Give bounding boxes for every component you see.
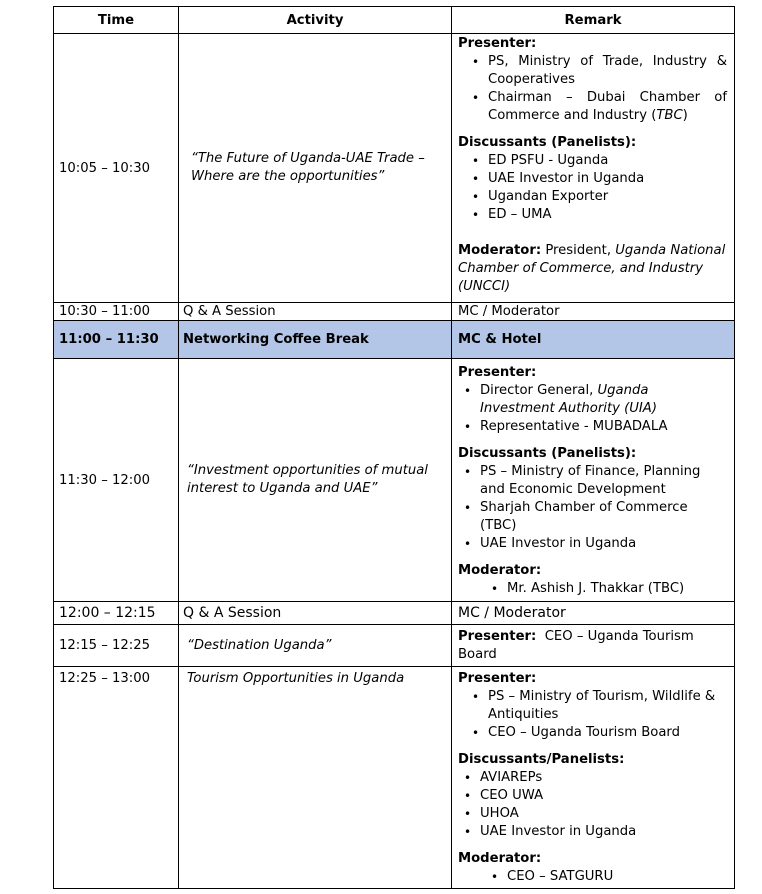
table-row bbox=[53, 625, 735, 667]
table-row bbox=[53, 667, 735, 889]
remark-cell bbox=[452, 667, 734, 888]
remark-cell: MC & Hotel bbox=[458, 332, 542, 347]
table-row bbox=[53, 34, 735, 303]
discussants-list bbox=[480, 463, 727, 553]
presenter-label: Presenter: bbox=[458, 36, 537, 51]
moderator-label: Moderator: bbox=[458, 563, 542, 578]
list-item: • UHOA bbox=[480, 805, 727, 823]
activity-text: “Destination Uganda” bbox=[187, 637, 332, 653]
list-item: • CEO – Uganda Tourism Board bbox=[488, 724, 727, 742]
remark-cell bbox=[452, 359, 734, 601]
activity-cell bbox=[179, 625, 452, 666]
time-cell: 10:05 – 10:30 bbox=[54, 34, 179, 302]
activity-text: “The Future of Uganda-UAE Trade – Where are the opportunities” bbox=[191, 151, 425, 184]
time-cell: 11:30 – 12:00 bbox=[54, 359, 179, 601]
time-cell: 11:00 – 11:30 bbox=[54, 321, 179, 358]
activity-cell: Networking Coffee Break bbox=[179, 321, 452, 358]
presenter-list bbox=[488, 53, 727, 125]
header-activity: Activity bbox=[179, 7, 452, 33]
moderator-list bbox=[507, 868, 727, 886]
time-text: 12:25 – 13:00 bbox=[59, 671, 150, 686]
list-item: • CEO – SATGURU bbox=[507, 868, 727, 886]
list-item: • UAE Investor in Uganda bbox=[480, 823, 727, 841]
activity-text: “Investment opportunities of mutual interest to Uganda and UAE” bbox=[187, 463, 428, 496]
table-row bbox=[53, 602, 735, 625]
list-item: • Ugandan Exporter bbox=[488, 188, 727, 206]
list-item: • PS, Ministry of Trade, Industry & Cooperatives bbox=[488, 53, 727, 89]
discussants-label: Discussants (Panelists): bbox=[458, 135, 637, 150]
table-row bbox=[53, 359, 735, 602]
activity-cell bbox=[179, 34, 452, 302]
list-item: • Representative - MUBADALA bbox=[480, 418, 727, 436]
table-row bbox=[53, 303, 735, 321]
activity-cell bbox=[179, 359, 452, 601]
header-remark: Remark bbox=[564, 12, 622, 28]
table-row-highlight bbox=[53, 321, 735, 359]
remark-cell: MC / Moderator bbox=[458, 605, 566, 621]
moderator-line: Moderator: President, Uganda National Chamber of Commerce, and Industry (UNCCI) bbox=[458, 243, 726, 294]
list-item: • ED PSFU - Uganda bbox=[488, 152, 727, 170]
table-header-row bbox=[53, 6, 735, 34]
activity-cell: Q & A Session bbox=[179, 303, 452, 320]
list-item: • ED – UMA bbox=[488, 206, 727, 224]
remark-cell: MC / Moderator bbox=[458, 304, 560, 319]
list-item: • AVIAREPs bbox=[480, 769, 727, 787]
discussants-label: Discussants/Panelists: bbox=[458, 752, 625, 767]
remark-cell bbox=[452, 625, 734, 666]
time-cell bbox=[54, 667, 179, 888]
presenter-label: Presenter: bbox=[458, 671, 537, 686]
list-item: • Chairman – Dubai Chamber of Commerce and Industry (TBC) bbox=[488, 89, 727, 125]
moderator-list bbox=[507, 580, 727, 598]
discussants-list bbox=[480, 769, 727, 841]
activity-cell: Q & A Session bbox=[179, 602, 452, 624]
time-cell: 12:00 – 12:15 bbox=[54, 602, 179, 624]
moderator-label: Moderator: bbox=[458, 851, 542, 866]
presenter-list bbox=[480, 382, 727, 436]
list-item: • Sharjah Chamber of Commerce (TBC) bbox=[480, 499, 727, 535]
header-time: Time bbox=[54, 7, 179, 33]
presenter-list bbox=[488, 688, 727, 742]
discussants-list bbox=[488, 152, 727, 224]
activity-cell bbox=[179, 667, 452, 888]
list-item: • UAE Investor in Uganda bbox=[488, 170, 727, 188]
list-item: • CEO UWA bbox=[480, 787, 727, 805]
activity-text: Tourism Opportunities in Uganda bbox=[187, 671, 405, 686]
list-item: • Mr. Ashish J. Thakkar (TBC) bbox=[507, 580, 727, 598]
list-item: • PS – Ministry of Finance, Planning and Economic Development bbox=[480, 463, 727, 499]
time-cell: 12:15 – 12:25 bbox=[54, 625, 179, 666]
list-item: • PS – Ministry of Tourism, Wildlife & Antiquities bbox=[488, 688, 727, 724]
presenter-line: Presenter: CEO – Uganda Tourism Board bbox=[458, 629, 698, 662]
time-cell: 10:30 – 11:00 bbox=[54, 303, 179, 320]
discussants-label: Discussants (Panelists): bbox=[458, 446, 637, 461]
remark-cell bbox=[452, 34, 734, 302]
list-item: • Director General, Uganda Investment Authority (UIA) bbox=[480, 382, 727, 418]
presenter-label: Presenter: bbox=[458, 365, 537, 380]
list-item: • UAE Investor in Uganda bbox=[480, 535, 727, 553]
